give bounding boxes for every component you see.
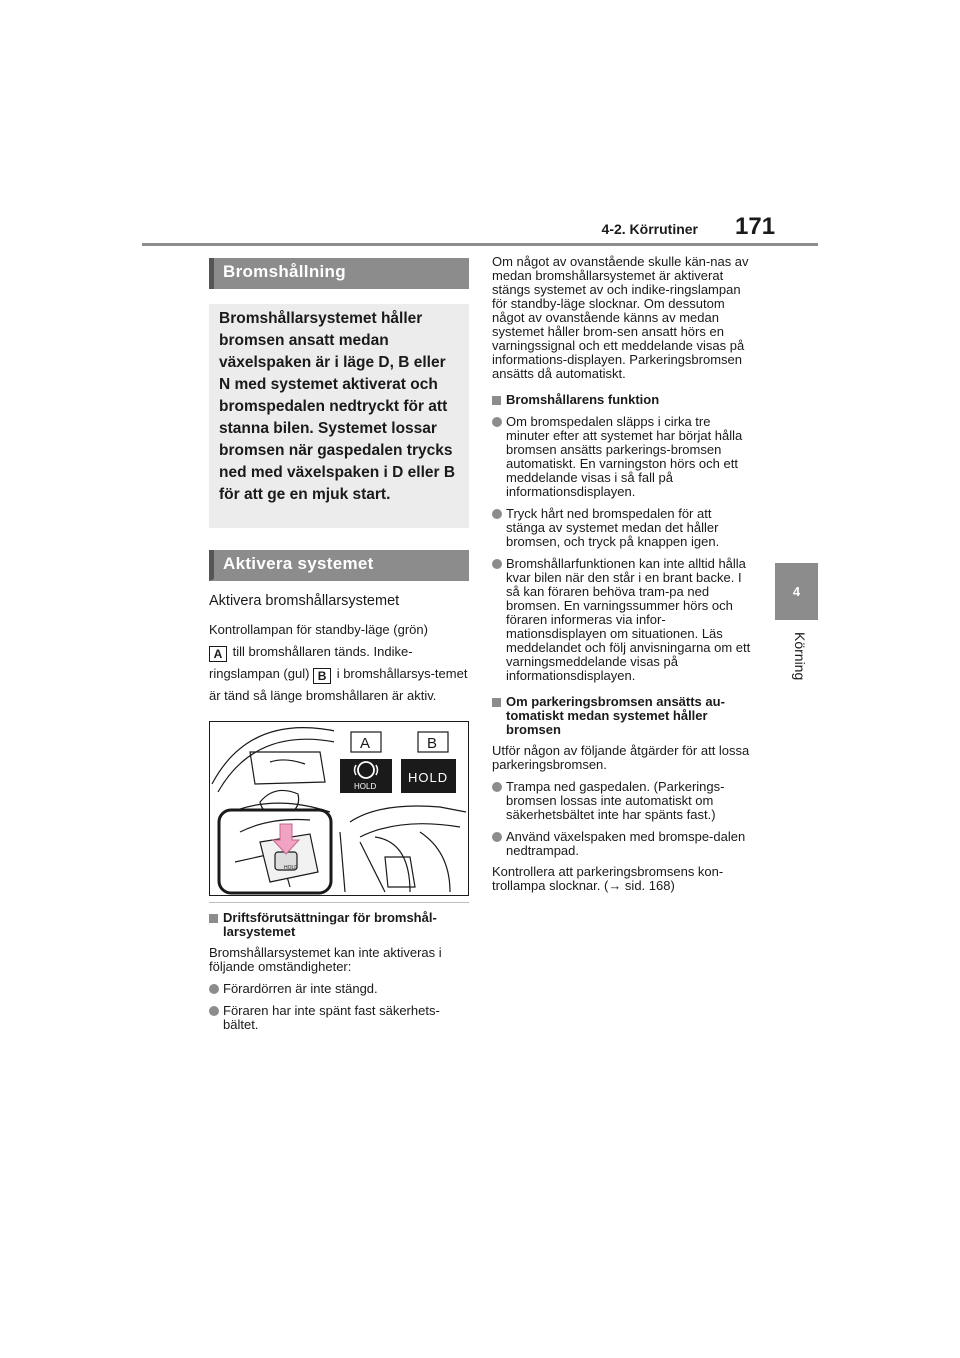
conditions-intro: Bromshållarsystemet kan inte aktiveras i följande omständigheter:	[209, 945, 442, 974]
label-b-marker: B	[313, 668, 331, 684]
button-hold-text: HOLD	[284, 865, 298, 871]
list-item	[492, 557, 752, 683]
figure-hold-indicators	[209, 721, 469, 896]
closing-note[interactable]: Kontrollera att parkeringsbromsens kon-trollampa slocknar. (→ sid. 168)	[492, 864, 724, 893]
heading-conditions-text: Driftsförutsättningar för bromshål-larsystemet	[223, 910, 437, 939]
indicator-b-text: HOLD	[408, 770, 449, 785]
list-item-text: Föraren har inte spänt fast säkerhets-bältet.	[223, 1003, 440, 1032]
header-rule	[142, 243, 818, 246]
activation-text-1: Kontrollampan för standby-läge (grön)	[209, 622, 428, 637]
list-item-text: Bromshållarfunktionen kan inte alltid hålla kvar bilen när den står i en brant backe. I så kan föraren behöva tram-pa ned bromsen. En varningssummer hörs och föraren informeras via infor-mationsdisplayen om situationen. Läs meddelandet och följ anvisningarna om ett varningsmeddelande visas på informationsdisplayen.	[506, 556, 751, 683]
dashboard-illustration	[210, 722, 468, 895]
indicator-a-text: HOLD	[354, 782, 377, 791]
header-section-title: 4-2. Körrutiner	[601, 221, 698, 237]
chapter-label: Körning	[792, 632, 808, 681]
round-bullet-icon	[492, 417, 502, 427]
list-item-text: Tryck hårt ned bromspedalen för att stänga av systemet medan det håller bromsen, och tryck på knappen igen.	[506, 506, 720, 549]
figure-divider	[209, 902, 469, 903]
heading-function-text: Bromshållarens funktion	[506, 392, 660, 407]
page-number: 171	[735, 213, 776, 240]
list-item	[492, 830, 752, 858]
round-bullet-icon	[492, 559, 502, 569]
heading-parking-text: Om parkeringsbromsen ansätts au-tomatiskt medan systemet håller bromsen	[506, 694, 725, 737]
list-item-text: Om bromspedalen släpps i cirka tre minuter efter att systemet har börjat hålla bromsen ansätts parkerings-bromsen automatiskt. En varningston hörs och ett meddelande visas i så fall på informationsdisplayen.	[506, 414, 743, 499]
list-item	[209, 1004, 469, 1032]
parking-intro: Utför någon av följande åtgärder för att lossa parkeringsbromsen.	[492, 743, 750, 772]
activation-text-3: i bromshållarsys-temet är tänd så länge bromshållaren är aktiv.	[209, 666, 468, 703]
square-bullet-icon	[492, 698, 501, 707]
round-bullet-icon	[209, 1006, 219, 1016]
list-item	[209, 982, 469, 996]
heading-parking	[492, 695, 752, 737]
figure-label-a: A	[360, 735, 371, 752]
chapter-tab[interactable]	[775, 563, 818, 620]
heading-function	[492, 393, 752, 407]
right-column	[492, 255, 752, 893]
heading-conditions	[209, 911, 469, 939]
activation-description	[209, 619, 469, 707]
list-item	[492, 507, 752, 549]
list-item-text: Använd växelspaken med bromspe-dalen nedtrampad.	[506, 829, 746, 858]
section-title-brake-hold: Bromshållning	[209, 258, 469, 289]
round-bullet-icon	[492, 509, 502, 519]
list-item	[492, 415, 752, 499]
round-bullet-icon	[209, 984, 219, 994]
label-a-marker: A	[209, 646, 227, 662]
deactivation-intro: Om något av ovanstående skulle kän-nas av medan bromshållarsystemet är aktiverat stängs systemet av och indike-ringslampan för standby-läge slocknar. Om dessutom något av ovanstående känns av medan systemet håller brom-sen ansatt hörs en varningssignal och ett meddelande visas på informations-displayen. Parkeringsbromsen ansätts då automatiskt.	[492, 254, 749, 381]
activation-text-2: till bromshållaren tänds. Indike-ringslampan (gul)	[209, 644, 413, 681]
square-bullet-icon	[209, 914, 218, 923]
section-title-activate: Aktivera systemet	[209, 550, 469, 581]
round-bullet-icon	[492, 782, 502, 792]
summary-box: Bromshållarsystemet håller bromsen ansatt medan växelspaken är i läge D, B eller N med systemet aktiverat och bromspedalen nedtryckt för att stanna bilen. Systemet lossar bromsen när gaspedalen trycks ned med växelspaken i D eller B för att ge en mjuk start.	[209, 304, 469, 528]
list-item-text: Trampa ned gaspedalen. (Parkerings-bromsen lossas inte automatiskt om säkerhetsbältet inte har spänts fast.)	[506, 779, 725, 822]
figure-label-b: B	[427, 735, 438, 752]
square-bullet-icon	[492, 396, 501, 405]
left-column	[209, 258, 469, 1032]
round-bullet-icon	[492, 832, 502, 842]
chapter-number: 4	[792, 584, 801, 599]
list-item-text: Förardörren är inte stängd.	[223, 981, 378, 996]
sub-heading-activate: Aktivera bromshållarsystemet	[209, 593, 400, 609]
list-item	[492, 780, 752, 822]
